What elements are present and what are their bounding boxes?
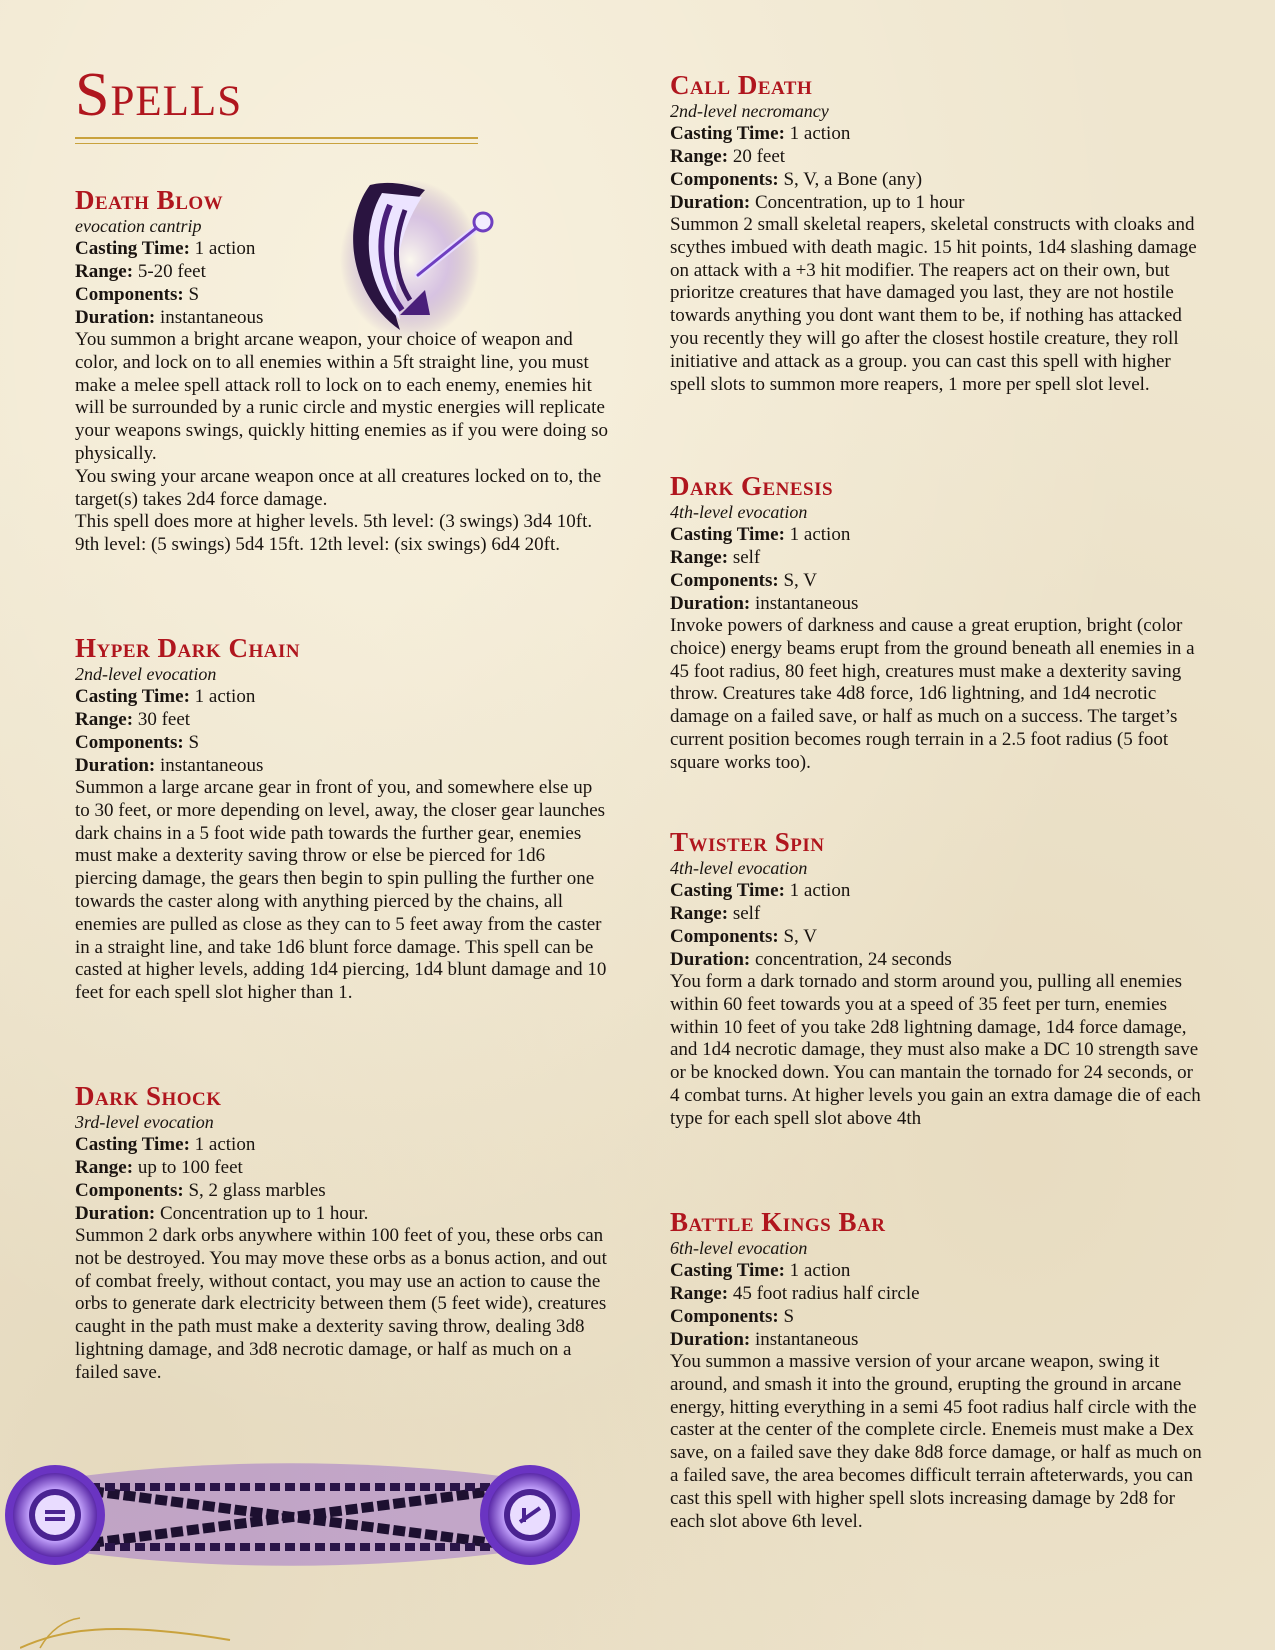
duration: Duration: concentration, 24 seconds <box>670 949 952 970</box>
casting-time: Casting Time: 1 action <box>75 238 256 259</box>
page-title: Spells <box>75 61 243 129</box>
duration: Duration: instantaneous <box>670 593 859 614</box>
spell-type: 6th-level evocation <box>670 1238 808 1258</box>
spell-name: Dark Genesis <box>670 471 834 501</box>
spell-description: Summon 2 dark orbs anywhere within 100 feet of you, these orbs can not be destroyed. You may move these orbs as a bonus action, and out of combat freely, without contact, you may use an action to cause the orbs to generate dark electricity between them (5 feet wide), creatures caught in the path must make a dexterity saving throw, dealing 3d8 lightning damage, and 3d8 necrotic damage, or half as much on a failed save. <box>75 1225 607 1383</box>
spell-name: Battle Kings Bar <box>670 1207 886 1237</box>
duration: Duration: Concentration, up to 1 hour <box>670 192 965 213</box>
spell-battle-kings-bar <box>670 1207 1205 1533</box>
spell-call-death <box>670 70 1205 396</box>
spell-hyper-dark-chain <box>75 633 610 1005</box>
spell-name: Hyper Dark Chain <box>75 633 301 663</box>
title-rule <box>75 137 478 144</box>
range: Range: 45 foot radius half circle <box>670 1283 920 1304</box>
spell-name: Twister Spin <box>670 827 825 857</box>
spell-description: You summon a bright arcane weapon, your choice of weapon and color, and lock on to all enemies within a 5ft straight line, you must make a melee spell attack roll to lock on to each enemy, enemies hit will be surrounded by a runic circle and mystic energies will replicate your weapons swings, quickly hitting enemies as if you were doing so physically. You swing your arcane weapon once at all creatures locked on to, the target(s) takes 2d4 force damage. This spell does more at higher levels. 5th level: (3 swings) 3d4 10ft. 9th level: (5 swings) 5d4 15ft. 12th level: (six swings) 6d4 20ft. <box>75 329 608 556</box>
duration: Duration: instantaneous <box>75 755 264 776</box>
spell-type: 4th-level evocation <box>670 858 808 878</box>
components: Components: S, V <box>670 570 817 591</box>
range: Range: 30 feet <box>75 709 191 730</box>
components: Components: S, V <box>670 926 817 947</box>
spell-description: Invoke powers of darkness and cause a great eruption, bright (color choice) energy beams erupt from the ground beneath all enemies in a 45 foot radius, 80 feet high, creatures must make a dexterity saving throw. Creatures take 4d8 force, 1d6 lightning, and 1d4 necrotic damage on a failed save, or half as much on a success. The target’s current position becomes rough terrain in a 2.5 foot radius (5 foot square works too). <box>670 615 1195 773</box>
spell-type: 4th-level evocation <box>670 502 808 522</box>
spell-type: 2nd-level evocation <box>75 664 217 684</box>
spell-name: Dark Shock <box>75 1081 222 1111</box>
casting-time: Casting Time: 1 action <box>670 524 851 545</box>
range: Range: self <box>670 903 761 924</box>
components: Components: S, 2 glass marbles <box>75 1180 326 1201</box>
duration: Duration: instantaneous <box>670 1329 859 1350</box>
components: Components: S <box>75 284 200 305</box>
spell-description: You form a dark tornado and storm around you, pulling all enemies within 60 feet towards you at a speed of 35 feet per turn, enemies within 10 feet of you take 2d8 lightning damage, 1d4 force damage, and 1d4 necrotic damage, they must also make a DC 10 strength save or be knocked down. You can mantain the tornado for 24 seconds, or 4 combat turns. At higher levels you gain an extra damage die of each type for each spell slot above 4th <box>670 971 1201 1129</box>
casting-time: Casting Time: 1 action <box>670 1260 851 1281</box>
spell-death-blow <box>75 185 610 557</box>
range: Range: 5-20 feet <box>75 261 206 282</box>
casting-time: Casting Time: 1 action <box>75 686 256 707</box>
spell-description: You summon a massive version of your arcane weapon, swing it around, and smash it into the ground, erupting the ground in arcane energy, hitting everything in a semi 45 foot radius half circle with the caster at the center of the complete circle. Enemeis must make a Dex save, on a failed save they dake 8d8 force damage, or half as much on a failed save, the area becomes difficult terrain afteterwards, you can cast this spell with higher spell slots increasing damage by 2d8 for each slot above 6th level. <box>670 1351 1202 1532</box>
spell-type: 3rd-level evocation <box>75 1112 214 1132</box>
casting-time: Casting Time: 1 action <box>670 880 851 901</box>
spell-description: Summon a large arcane gear in front of you, and somewhere else up to 30 feet, or more depending on level, away, the closer gear launches dark chains in a 5 foot wide path towards the further gear, enemies must make a dexterity saving throw or else be pierced for 1d6 piercing damage, the gears then begin to spin pulling the further one towards the caster along with anything pierced by the chains, all enemies are pulled as close as they can to 5 feet away from the caster in a straight line, and take 1d6 blunt force damage. This spell can be casted at higher levels, adding 1d4 piercing, 1d4 blunt damage and 10 feet for each spell slot higher than 1. <box>75 777 607 1004</box>
components: Components: S <box>670 1306 795 1327</box>
spell-description: Summon 2 small skeletal reapers, skeletal constructs with cloaks and scythes imbued with death magic. 15 hit points, 1d4 slashing damage on attack with a +3 hit modifier. The reapers act on their own, but prioritze creatures that have damaged you last, they are not hostile towards anything you dont want them to be, if nothing has attacked you recently they will go after the closest hostile creature, they roll initiative and attack as a group. you can cast this spell with higher spell slots to summon more reapers, 1 more per spell slot level. <box>670 214 1197 395</box>
corner-flourish-icon <box>20 1590 240 1650</box>
range: Range: up to 100 feet <box>75 1157 243 1178</box>
dark-chain-gears-icon <box>0 1452 585 1577</box>
casting-time: Casting Time: 1 action <box>670 123 851 144</box>
spell-twister-spin <box>670 827 1205 1131</box>
spell-dark-shock <box>75 1081 610 1385</box>
spell-type: evocation cantrip <box>75 216 202 236</box>
components: Components: S, V, a Bone (any) <box>670 169 923 190</box>
duration: Duration: instantaneous <box>75 307 264 328</box>
components: Components: S <box>75 732 200 753</box>
duration: Duration: Concentration up to 1 hour. <box>75 1203 369 1224</box>
spell-dark-genesis <box>670 471 1205 775</box>
spell-name: Death Blow <box>75 185 224 215</box>
casting-time: Casting Time: 1 action <box>75 1134 256 1155</box>
range: Range: 20 feet <box>670 146 786 167</box>
spell-type: 2nd-level necromancy <box>670 101 829 121</box>
spell-name: Call Death <box>670 70 813 100</box>
range: Range: self <box>670 547 761 568</box>
